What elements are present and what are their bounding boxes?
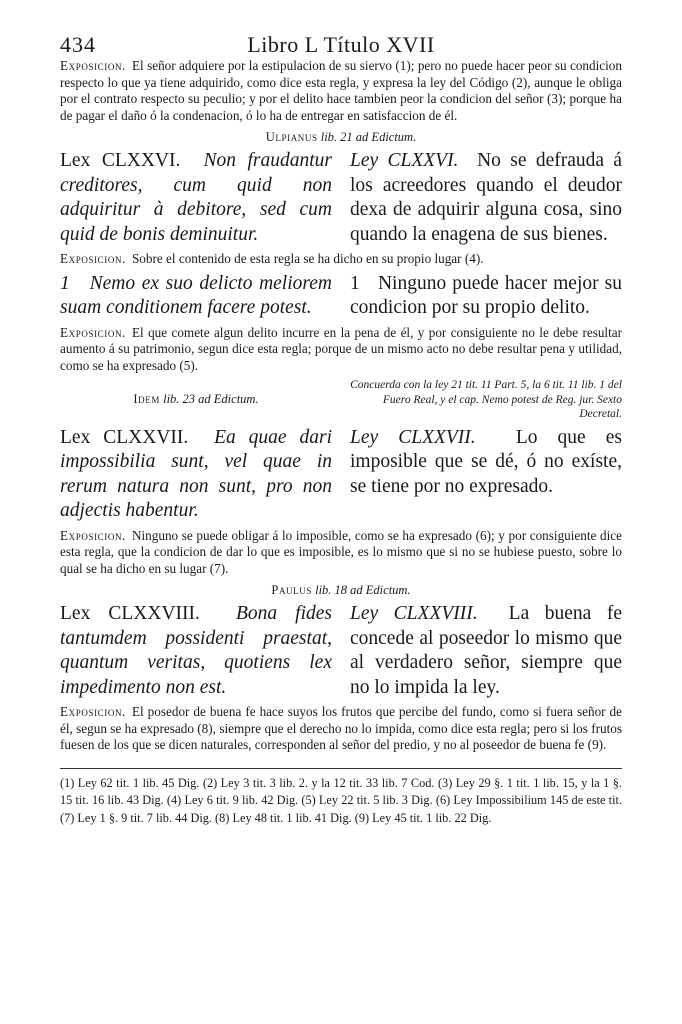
latin-law-heading: Lex CLXXVI. [60, 150, 181, 171]
spanish-law-text: Ninguno puede hacer mejor su condicion por su propio delito. [350, 272, 623, 318]
source-attribution-3 [60, 583, 622, 598]
spanish-column [350, 272, 622, 321]
exposition-label: Exposicion. [60, 58, 126, 73]
latin-law-heading: Lex CLXXVIII. [60, 603, 200, 624]
law-177 [60, 426, 622, 524]
law-178 [60, 602, 622, 700]
page-header [60, 28, 622, 58]
latin-column [60, 272, 332, 321]
latin-law-heading: Lex CLXXVII. [60, 426, 189, 448]
source-reference: lib. 23 ad Edictum. [163, 392, 259, 407]
spanish-law-text: Lo que es imposible que se dé, ó no exíste, se tiene por no expresado. [350, 426, 623, 497]
book-page [60, 28, 622, 827]
spanish-law-text: No se defrauda á los acreedores quando el deudor dexa de adquirir alguna cosa, sino quando la enagena de sus bienes. [350, 150, 623, 245]
latin-law-text: Ea quae dari impossibilia sunt, vel quae in rerum natura non sunt, pro non adjectis habentur. [60, 426, 333, 521]
source-author: Ulpianus [265, 130, 318, 144]
law-176-paragraph-1 [60, 272, 622, 321]
exposition-text: El posedor de buena fe hace suyos los frutos que percibe del fundo, como si fuera señor de él, segun se ha expresado (8), siempre que el derecho no lo impida, como dice esta regla; pero si los frutos fuesen de los que se dicen naturales, corresponden al señor del predio, y no al poseedor de buena fe (9). [60, 704, 622, 752]
exposition-text: El que comete algun delito incurre en la pena de él, y por consiguiente no le debe resultar aumento á su patrimonio, segun dice esta regla; porque de un mismo acto no debe resultar pena y utilidad, como se ha expresado (5). [60, 324, 622, 373]
latin-column [60, 149, 332, 247]
latin-law-text: Bona fides tantumdem possidenti praestat, quantum veritas, quotiens lex impedimento non est. [60, 603, 332, 698]
spanish-column [350, 602, 622, 700]
footnote-divider [60, 768, 622, 769]
running-head: Libro L Título XVII [247, 32, 435, 57]
latin-column [60, 426, 332, 524]
spanish-law-heading: Ley CLXXVII. [350, 426, 476, 448]
spanish-column [350, 149, 622, 247]
spanish-law-heading: Ley CLXXVIII. [350, 603, 478, 624]
latin-law-text: Non fraudantur creditores, cum quid non adquiritur à debitore, sed cum quid de bonis deminuitur. [60, 150, 332, 245]
exposition-label: Exposicion. [60, 251, 126, 266]
exposition-5 [60, 704, 622, 754]
page-number: 434 [60, 32, 96, 57]
exposition-label: Exposicion. [60, 527, 126, 543]
exposition-3 [60, 325, 622, 375]
latin-column [60, 602, 332, 700]
source-reference: lib. 18 ad Edictum. [315, 583, 411, 597]
source-author: Paulus [271, 583, 312, 597]
spanish-law-heading: Ley CLXXVI. [350, 150, 459, 171]
exposition-label: Exposicion. [60, 704, 126, 719]
exposition-1 [60, 58, 622, 124]
latin-paragraph-number: 1 [60, 272, 70, 294]
source-attribution-2 [60, 378, 622, 422]
spanish-column [350, 426, 622, 524]
concordance-note: Concuerda con la ley 21 tit. 11 Part. 5, la 6 tit. 11 lib. 1 del Fuero Real, y el cap. Nemo potest de Reg. jur. Sexto Decretal. [350, 379, 622, 420]
exposition-text: Ninguno se puede obligar á lo imposible, como se ha expresado (6); y por consiguiente dice esta regla, que la condicion de dar lo que es imposible, es lo mismo que si no se hubiese puesto, sobre lo qual se ha dicho en su lugar (7). [60, 527, 622, 576]
exposition-label: Exposicion. [60, 324, 126, 340]
exposition-2 [60, 251, 622, 268]
footnotes: (1) Ley 62 tit. 1 lib. 45 Dig. (2) Ley 3 tit. 3 lib. 2. y la 12 tit. 33 lib. 7 Cod. (3) Ley 29 §. 1 tit. 1 lib. 15, y la 1 §. 15 tit. 16 lib. 43 Dig. (4) Ley 6 tit. 9 lib. 42 Dig. (5) Ley 22 tit. 5 lib. 3 Dig. (6) Ley Impossibilium 145 de este tit. (7) Ley 1 §. 9 tit. 7 lib. 44 Dig. (8) Ley 48 tit. 1 lib. 41 Dig. (9) Ley 45 tit. 1 lib. 22 Dig. [60, 775, 622, 825]
source-reference: lib. 21 ad Edictum. [320, 130, 417, 144]
exposition-4 [60, 528, 622, 578]
exposition-text: Sobre el contenido de esta regla se ha dicho en su propio lugar (4). [131, 251, 484, 266]
source-attribution-1 [60, 130, 622, 145]
spanish-law-text: La buena fe concede al poseedor lo mismo que al verdadero señor, siempre que no lo impida la ley. [350, 603, 622, 698]
latin-law-text: Nemo ex suo delicto meliorem suam conditionem facere potest. [60, 272, 332, 318]
exposition-text: El señor adquiere por la estipulacion de su siervo (1); pero no puede hacer peor su condicion respecto lo que ya tiene adquirido, como dice esta regla, y expresa la ley del Código (2), aunque le obliga por el contrato respecto su peculio; y por el delito hace tambien peor la condicion del señor (3); porque ha de pagar el daño ó la condenacion, ó lo ha de entregar en satisfaccion de él. [60, 58, 622, 123]
law-176 [60, 149, 622, 247]
spanish-paragraph-number: 1 [350, 272, 360, 294]
source-author: Idem [133, 392, 160, 407]
